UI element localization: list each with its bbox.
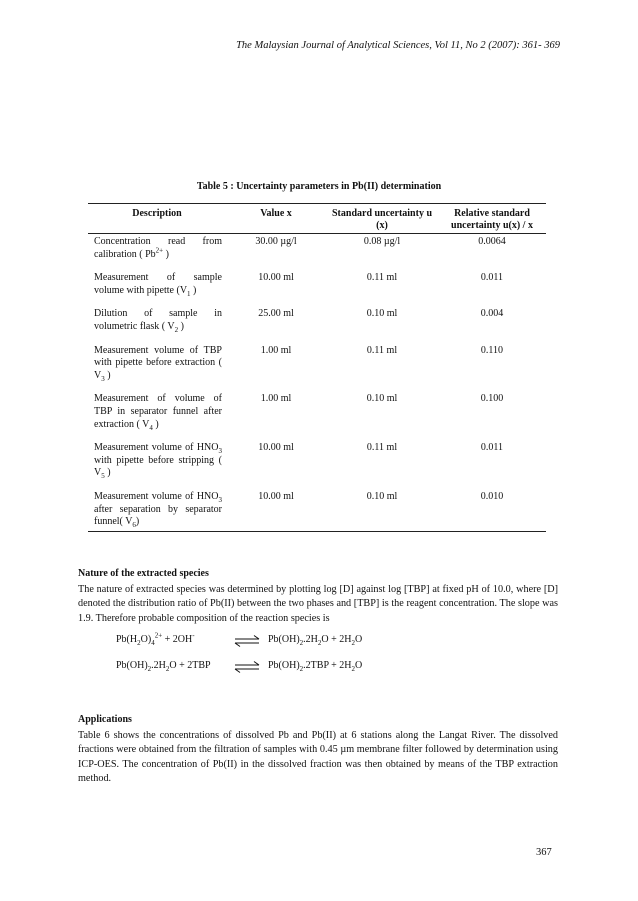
equation-1 (116, 631, 416, 650)
cell-description: Measurement volume of $HNO_3$ with pipette before stripping ( $V_5$ ) (94, 442, 222, 481)
cell-description: Measurement of sample volume with pipette ($V_1$ ) (94, 272, 222, 298)
cell-relative: 0.100 (480, 393, 504, 405)
page-number: 367 (536, 847, 552, 858)
cell-value: 30.00 µg/l (255, 236, 297, 247)
cell-uncertainty: 0.11 ml (366, 344, 398, 356)
cell-description: Measurement volume of $HNO_3$ after separation by separator funnel( $V_6$) (94, 490, 222, 530)
column-header-relative-uncertainty: Relative standard uncertainty u(x) / x (451, 208, 533, 231)
equation-2-reactants: $Pb(OH)_2.2H_2O + 2TBP$ (116, 660, 211, 673)
column-header-description: Description (132, 208, 182, 219)
table-row (88, 491, 546, 531)
nature-section-heading: Nature of the extracted species (78, 568, 209, 579)
table-row (88, 234, 546, 273)
table-header-row (88, 204, 546, 234)
cell-uncertainty: 0.11 ml (366, 272, 398, 284)
cell-description: Dilution of sample in volumetric flask ( $V_2$ ) (94, 308, 222, 334)
equation-1-reactants: $Pb(H_2O)_4^{2+} + 2OH^-$ (116, 631, 195, 647)
cell-uncertainty: 0.10 ml (366, 490, 398, 502)
cell-relative: 0.110 (480, 344, 504, 356)
applications-section-heading: Applications (78, 714, 132, 725)
column-header-value: Value x (260, 208, 292, 219)
cell-uncertainty: 0.08 µg/l (363, 236, 401, 247)
equilibrium-arrow-icon (234, 661, 260, 673)
cell-relative: 0.0064 (478, 236, 506, 247)
cell-relative: 0.011 (480, 442, 504, 454)
equation-2-products: $Pb(OH)_2.2TBP + 2H_2O$ (268, 660, 363, 673)
table-row (88, 345, 546, 394)
cell-value: 10.00 ml (258, 272, 294, 284)
table-row (88, 272, 546, 308)
journal-header: The Malaysian Journal of Analytical Sciences, Vol 11, No 2 (2007): 361- 369 (236, 40, 560, 51)
cell-value: 10.00 ml (258, 490, 294, 502)
equilibrium-arrow-icon (234, 635, 260, 647)
cell-uncertainty: 0.11 ml (366, 442, 398, 454)
equation-1-products: $Pb(OH)_2.2H_2O + 2H_2O$ (268, 634, 363, 647)
cell-value: 1.00 ml (260, 344, 292, 356)
cell-relative: 0.004 (480, 308, 504, 320)
cell-relative: 0.010 (480, 490, 504, 502)
cell-uncertainty: 0.10 ml (366, 393, 398, 405)
uncertainty-table (88, 203, 546, 532)
cell-description: Concentration read from calibration ( $Pb^{2+}$ ) (94, 236, 222, 260)
equation-2 (116, 660, 416, 676)
cell-value: 25.00 ml (258, 308, 294, 320)
table-caption: Table 5 : Uncertainty parameters in Pb(II) determination (196, 181, 442, 192)
cell-description: Measurement of volume of TBP in separator funnel after extraction ( $V_4$ ) (94, 393, 222, 432)
column-header-standard-uncertainty: Standard uncertainty u (x) (331, 208, 432, 231)
cell-value: 1.00 ml (260, 393, 292, 405)
cell-description: Measurement volume of TBP with pipette before extraction ( $V_3$ ) (94, 344, 222, 383)
table-row (88, 442, 546, 491)
cell-value: 10.00 ml (258, 442, 294, 454)
nature-paragraph: The nature of extracted species was determined by plotting log [D] against log [TBP] at fixed pH of 10.0, where [D] denoted the distribution ratio of Pb(II) between the two phases and [TBP] is the reagent concentration. The slope was 1.9. Therefore probable composition of the reaction species is (78, 584, 558, 624)
cell-relative: 0.011 (480, 272, 504, 284)
cell-uncertainty: 0.10 ml (366, 308, 398, 320)
table-row (88, 393, 546, 442)
applications-paragraph: Table 6 shows the concentrations of dissolved Pb and Pb(II) at 6 stations along the Langat River. The dissolved fractions were obtained from the filtration of samples with 0.45 µm membrane filter followed by determination using ICP-OES. The concentration of Pb(II) in the dissolved fraction was then obtained by means of the TBP extraction method. (78, 730, 558, 785)
table-row (88, 308, 546, 344)
